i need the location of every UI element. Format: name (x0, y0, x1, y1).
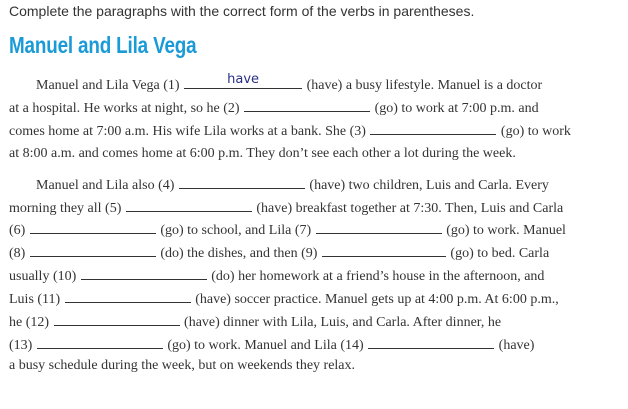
paragraph-2-line-7 (9, 312, 501, 332)
blank-9[interactable] (322, 243, 446, 257)
exercise-instruction: Complete the paragraphs with the correct form of the verbs in parentheses. (9, 3, 475, 19)
text-segment: (go) to work. Manuel (442, 223, 566, 238)
paragraph-1-line-2 (9, 98, 539, 118)
text-segment: a busy schedule during the week, but on weekends they relax. (9, 358, 356, 373)
text-segment: (8) (9, 246, 29, 261)
paragraph-2-line-9 (9, 356, 355, 376)
paragraph-2-line-3 (9, 220, 566, 240)
text-segment: at a hospital. He works at night, so he (2) (9, 101, 244, 116)
blank-2[interactable] (244, 98, 370, 112)
text-segment: morning they all (5) (9, 201, 125, 216)
text-segment: (do) the dishes, and then (9) (156, 246, 321, 261)
paragraph-2-line-2 (9, 198, 563, 218)
text-segment: (go) to bed. Carla (446, 246, 550, 261)
blank-10[interactable] (81, 266, 207, 280)
paragraph-2-line-8 (9, 335, 534, 355)
blank-1[interactable] (184, 72, 302, 89)
text-segment: he (12) (9, 315, 53, 330)
text-segment: (have) soccer practice. Manuel gets up at 4:00 p.m. At 6:00 p.m., (191, 292, 559, 307)
blank-14[interactable] (368, 335, 494, 349)
blank-5[interactable] (126, 198, 252, 212)
text-segment: at 8:00 a.m. and comes home at 6:00 p.m. They don’t see each other a lot during the week. (9, 146, 516, 161)
text-segment: (go) to school, and Lila (7) (156, 223, 315, 238)
text-segment: usually (10) (9, 269, 80, 284)
text-segment: (have) breakfast together at 7:30. Then, Luis and Carla (252, 201, 564, 216)
blank-7[interactable] (316, 220, 442, 234)
text-segment: (13) (9, 338, 36, 353)
handwritten-answer-1: have (227, 72, 260, 87)
text-segment: (go) to work. Manuel and Lila (14) (163, 338, 368, 353)
blank-11[interactable] (65, 289, 191, 303)
text-segment: (have) a busy lifestyle. Manuel is a doctor (303, 78, 543, 93)
paragraph-1-line-1 (36, 72, 543, 95)
blank-3[interactable] (370, 121, 496, 135)
text-segment: (6) (9, 223, 29, 238)
blank-4[interactable] (179, 175, 305, 189)
paragraph-2-line-1 (36, 175, 549, 195)
paragraph-2-line-6 (9, 289, 559, 309)
blank-12[interactable] (54, 312, 180, 326)
text-segment: (have) two children, Luis and Carla. Every (305, 178, 549, 193)
paragraph-1-line-4 (9, 144, 516, 164)
blank-6[interactable] (30, 220, 156, 234)
blank-13[interactable] (37, 335, 163, 349)
passage-title: Manuel and Lila Vega (9, 32, 197, 58)
text-segment: Manuel and Lila Vega (1) (36, 78, 184, 93)
text-segment: (go) to work (497, 124, 571, 139)
text-segment: Manuel and Lila also (4) (36, 178, 178, 193)
paragraph-1-line-3 (9, 121, 571, 141)
text-segment: Luis (11) (9, 292, 64, 307)
text-segment: (do) her homework at a friend’s house in the afternoon, and (207, 269, 545, 284)
text-segment: (go) to work at 7:00 p.m. and (371, 101, 539, 116)
text-segment: comes home at 7:00 a.m. His wife Lila works at a bank. She (3) (9, 124, 370, 139)
paragraph-2-line-5 (9, 266, 544, 286)
text-segment: (have) dinner with Lila, Luis, and Carla. After dinner, he (180, 315, 502, 330)
blank-8[interactable] (30, 243, 156, 257)
text-segment: (have) (495, 338, 535, 353)
paragraph-2-line-4 (9, 243, 549, 263)
